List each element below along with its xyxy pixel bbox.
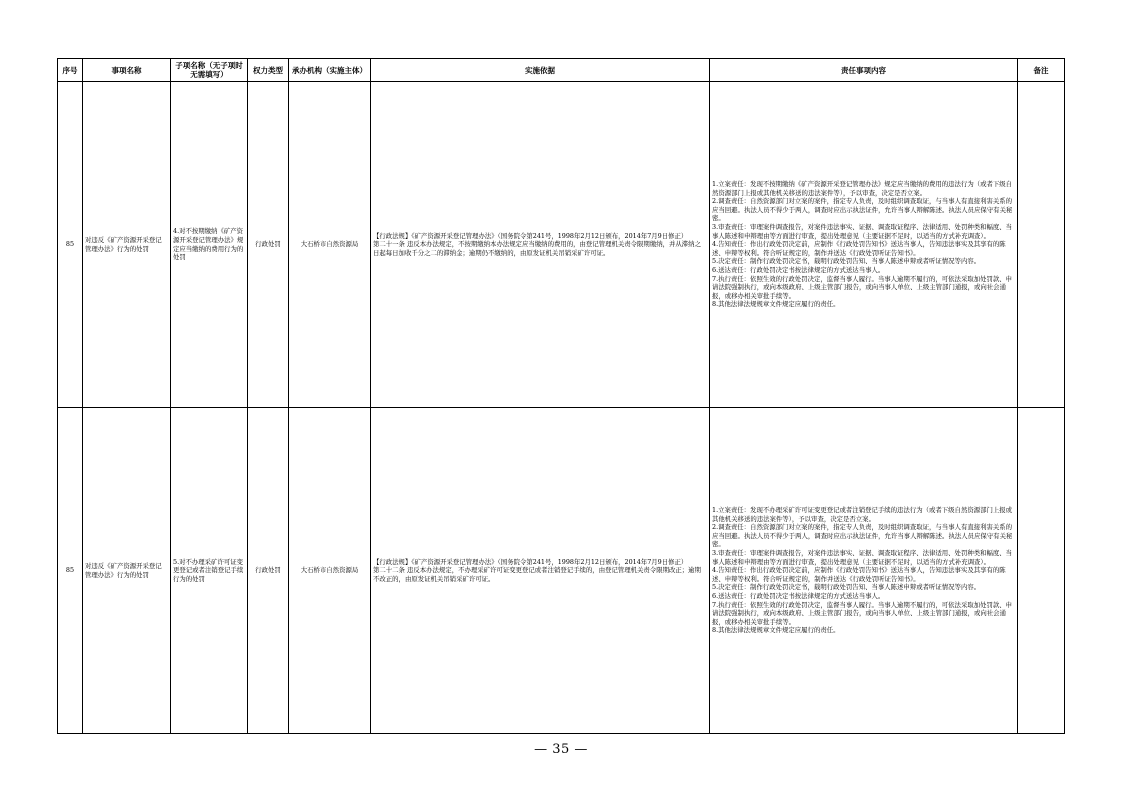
responsibility-line: 2.调查责任：自然资源部门对立案的案件，指定专人负责，及时组织调查取证，与当事人有直接利害关系的应当回避。执法人员不得少于两人，调查时应出示执法证件，允许当事人辩解陈述。执法人员应保守有关秘密。: [712, 197, 1013, 223]
header-remark: 备注: [1018, 59, 1065, 82]
cell-seq: 85: [58, 82, 83, 408]
header-agency: 承办机构（实施主体）: [289, 59, 371, 82]
cell-agency: 大石桥市自然资源局: [289, 408, 371, 734]
header-responsibilities: 责任事项内容: [710, 59, 1018, 82]
responsibility-line: 8.其他法律法规规章文件规定应履行的责任。: [712, 300, 840, 309]
table-header-row: [58, 59, 1065, 82]
cell-responsibilities: [710, 82, 1018, 408]
responsibility-line: 5.决定责任：制作行政处罚决定书，载明行政处罚告知、当事人陈述申辩或者听证情况等内容。: [712, 257, 981, 266]
responsibility-line: 3.审查责任：审理案件调查报告，对案件违法事实、证据、调查取证程序、法律适用、处罚种类和幅度、当事人陈述和申辩理由等方面进行审查，提出处理意见（主要证据不足时，以适当的方式补充调查）。: [712, 549, 1013, 566]
cell-sub-item: 4.对不按期缴纳《矿产资源开采登记管理办法》规定应当缴纳的费用行为的处罚: [171, 82, 248, 408]
cell-remark: [1018, 408, 1065, 734]
responsibility-line: 6.送达责任：行政处罚决定书按法律规定的方式送达当事人。: [712, 265, 885, 274]
cell-power-type: 行政处罚: [248, 82, 289, 408]
power-list-table: [57, 58, 1065, 734]
responsibility-line: 4.告知责任：作出行政处罚决定前，应制作《行政处罚告知书》送达当事人，告知违法事实及其享有的陈述、申辩等权利。符合听证规定的，制作并送达《行政处罚听证告知书》。: [712, 240, 1006, 257]
cell-responsibilities: [710, 408, 1018, 734]
cell-sub-item: 5.对不办理采矿许可证变更登记或者注销登记手续行为的处罚: [171, 408, 248, 734]
responsibility-line: 7.执行责任：依照生效的行政处罚决定，监督当事人履行。当事人逾期不履行的，可依法采取加处罚款、申请法院强制执行，或向本级政府、上级主管部门报告，或向当事人单位、上级主管部门通报，或向社会通报，或移办相关审批手续等。: [712, 274, 1013, 300]
header-basis: 实施依据: [371, 59, 710, 82]
header-item-name: 事项名称: [83, 59, 171, 82]
cell-remark: [1018, 82, 1065, 408]
responsibility-line: 5.决定责任：制作行政处罚决定书，载明行政处罚告知、当事人陈述申辩或者听证情况等内容。: [712, 583, 981, 592]
cell-seq: 85: [58, 408, 83, 734]
basis-line: 第二十二条 违反本办法规定，不办理采矿许可证变更登记或者注销登记手续的，由登记管理机关责令限期改正；逾期不改正的，由原发证机关吊销采矿许可证。: [373, 566, 701, 583]
responsibility-line: 8.其他法律法规规章文件规定应履行的责任。: [712, 626, 840, 635]
responsibility-line: 2.调查责任：自然资源部门对立案的案件，指定专人负责，及时组织调查取证，与当事人有直接利害关系的应当回避。执法人员不得少于两人，调查时应出示执法证件，允许当事人辩解陈述。执法人员应保守有关秘密。: [712, 523, 1013, 549]
cell-agency: 大石桥市自然资源局: [289, 82, 371, 408]
header-sub-item: 子项名称（无子项时无需填写）: [171, 59, 248, 82]
cell-basis: [371, 408, 710, 734]
page-number: — 35 —: [534, 742, 588, 757]
basis-line: 【行政法规】《矿产资源开采登记管理办法》（国务院令第241号，1998年2月12日颁布，2014年7月9日修正）: [373, 557, 688, 566]
basis-line: 【行政法规】《矿产资源开采登记管理办法》（国务院令第241号，1998年2月12日颁布，2014年7月9日修正）: [373, 231, 688, 240]
responsibility-line: 3.审查责任：审理案件调查报告，对案件违法事实、证据、调查取证程序、法律适用、处罚种类和幅度、当事人陈述和申辩理由等方面进行审查，提出处理意见（主要证据不足时，以适当的方式补充调查）。: [712, 223, 1013, 240]
cell-basis: [371, 82, 710, 408]
table-row: [58, 82, 1065, 408]
cell-item-name: 对违反《矿产资源开采登记管理办法》行为的处罚: [83, 408, 171, 734]
responsibility-line: 4.告知责任：作出行政处罚决定前，应制作《行政处罚告知书》送达当事人，告知违法事实及其享有的陈述、申辩等权利。符合听证规定的，制作并送达《行政处罚听证告知书》。: [712, 566, 1006, 583]
cell-item-name: 对违反《矿产资源开采登记管理办法》行为的处罚: [83, 82, 171, 408]
header-power-type: 权力类型: [248, 59, 289, 82]
responsibility-line: 1.立案责任：发现不按期缴纳《矿产资源开采登记管理办法》规定应当缴纳的费用的违法行为（或者下级自然资源部门上报或其他机关移送的违法案件等），予以审查，决定是否立案。: [712, 180, 1013, 197]
responsibility-line: 6.送达责任：行政处罚决定书按法律规定的方式送达当事人。: [712, 591, 885, 600]
header-seq: 序号: [58, 59, 83, 82]
responsibility-line: 7.执行责任：依照生效的行政处罚决定，监督当事人履行。当事人逾期不履行的，可依法采取加处罚款、申请法院强制执行，或向本级政府、上级主管部门报告，或向当事人单位、上级主管部门通报，或向社会通报，或移办相关审批手续等。: [712, 600, 1013, 626]
cell-power-type: 行政处罚: [248, 408, 289, 734]
table-row: [58, 408, 1065, 734]
responsibility-line: 1.立案责任：发现不办理采矿许可证变更登记或者注销登记手续的违法行为（或者下级自然资源部门上报或其他机关移送的违法案件等），予以审查，决定是否立案。: [712, 506, 1013, 523]
basis-line: 第二十一条 违反本办法规定，不按期缴纳本办法规定应当缴纳的费用的，由登记管理机关责令限期缴纳，并从滞纳之日起每日加收千分之二的滞纳金；逾期仍不缴纳的，由原发证机关吊销采矿许可证。: [373, 240, 701, 257]
